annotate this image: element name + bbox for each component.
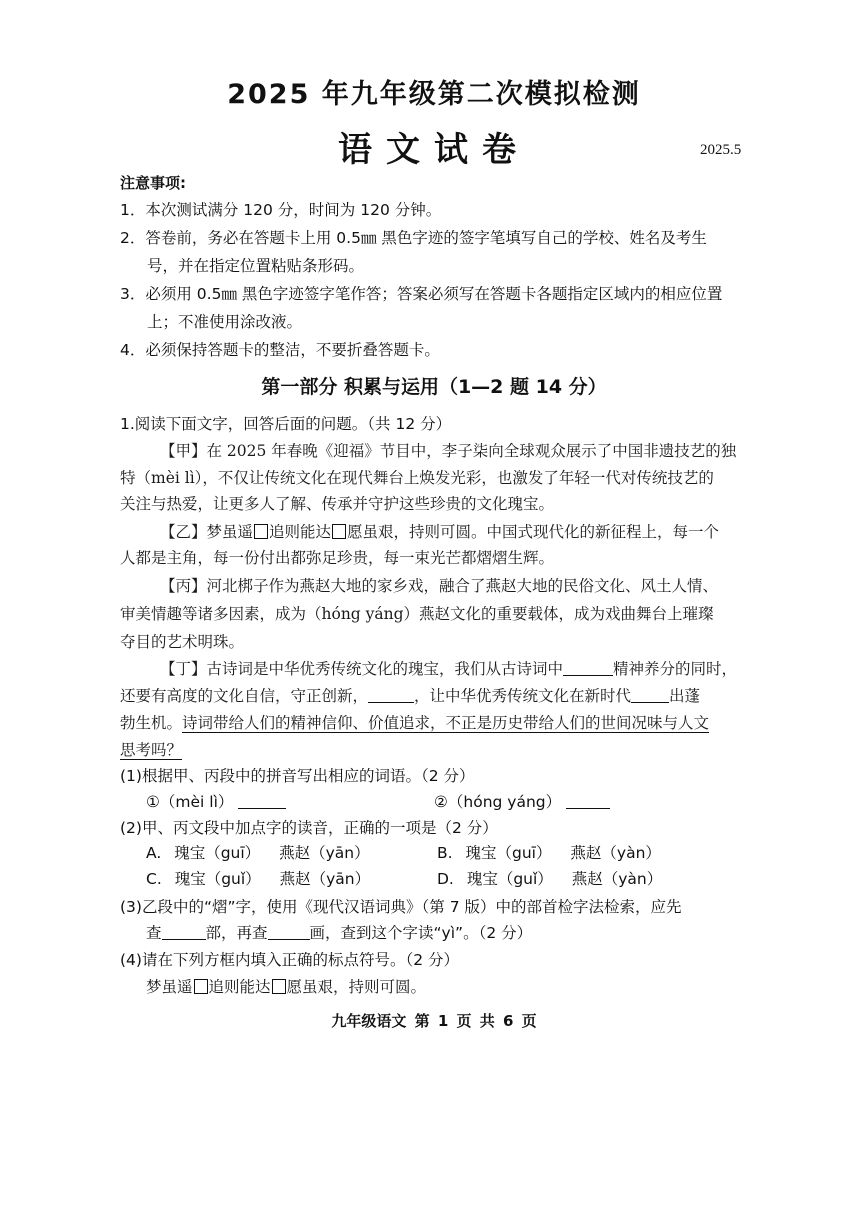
notice-item-2: 2．答卷前，务必在答题卡上用 0.5㎜ 黑色字迹的签字笔填写自己的学校、姓名及考生: [120, 229, 707, 247]
option-c: [146, 869, 370, 889]
subject-title: 语文试卷: [338, 130, 530, 170]
option-a-word-1: 瑰宝（guī）: [174, 844, 261, 862]
passage-jia-line-1: 【甲】在 2025 年春晚《迎福》节目中，李子柒向全球观众展示了中国非遗技艺的独: [160, 442, 737, 460]
passage-ding-text-f: 勃生机。: [120, 714, 183, 732]
sub-question-3-text-a: 查: [146, 924, 162, 942]
notice-item-3-cont: 上；不准使用涂改液。: [147, 313, 303, 331]
passage-ding-line-4: [120, 740, 182, 760]
answer-box-1: [194, 979, 208, 994]
punctuation-box-1: [254, 524, 268, 539]
option-c-word-1: 瑰宝（guǐ）: [174, 870, 261, 888]
underlined-sentence-b: 思考吗？: [120, 741, 183, 759]
option-a-word-2: 燕赵（yān）: [279, 844, 370, 862]
passage-yi-text-a: 【乙】梦虽遥: [160, 523, 254, 541]
answer-blank-1a: [238, 808, 286, 809]
notice-item-1: 1．本次测试满分 120 分，时间为 120 分钟。: [120, 201, 442, 219]
underlined-sentence-a: 诗词带给人们的精神信仰、价值追求，不正是历史带给人们的世间况味与人文: [182, 714, 710, 732]
option-c-letter: C.: [146, 870, 162, 888]
notice-item-2-cont: 号，并在指定位置粘贴条形码。: [147, 257, 365, 275]
sub-question-4-text-b: 追则能达: [208, 978, 271, 996]
sub-question-4-stem: (4)请在下列方框内填入正确的标点符号。（2 分）: [120, 951, 459, 969]
part-one-title: 第一部分 积累与运用（1—2 题 14 分）: [261, 376, 607, 398]
passage-ding-text-a: 【丁】古诗词是中华优秀传统文化的瑰宝，我们从古诗词中: [160, 660, 564, 678]
option-a: [146, 843, 370, 863]
exam-title: 2025 年九年级第二次模拟检测: [227, 79, 641, 110]
fill-blank-2: [368, 702, 414, 703]
answer-blank-3a: [162, 939, 206, 940]
sub-question-4-text-c: 愿虽艰，持则可圆。: [286, 978, 427, 996]
option-b-word-2: 燕赵（yàn）: [570, 844, 661, 862]
passage-bing-line-3: 夺目的艺术明珠。: [120, 633, 245, 651]
sub-question-3-line-2: [146, 923, 532, 943]
passage-bing-line-1: 【丙】河北梆子作为燕赵大地的家乡戏，融合了燕赵大地的民俗文化、风土人情、: [160, 577, 719, 595]
notice-item-4: 4．必须保持答题卡的整洁，不要折叠答题卡。: [120, 341, 440, 359]
passage-ding-text-e: 出蓬: [669, 687, 701, 705]
sub-question-1-b-label: ②（hóng yáng）: [434, 793, 562, 811]
sub-question-3-text-b: 部，再查: [205, 924, 268, 942]
passage-ding-text-c: 还要有高度的文化自信，守正创新，: [120, 687, 369, 705]
passage-ding-text-d: ，让中华优秀传统文化在新时代: [414, 687, 632, 705]
option-c-word-2: 燕赵（yān）: [279, 870, 371, 888]
notice-item-3: 3．必须用 0.5㎜ 黑色字迹签字笔作答；答案必须写在答题卡各题指定区域内的相应位置: [120, 285, 723, 303]
exam-date: 2025.5: [700, 142, 742, 158]
sub-question-3-text-c: 画，查到这个字读“yì”。（2 分）: [309, 924, 533, 942]
option-b: [437, 843, 661, 863]
passage-ding-line-2: [120, 686, 700, 706]
sub-question-4-text-a: 梦虽遥: [146, 978, 193, 996]
passage-yi-line-2: 人都是主角，每一份付出都弥足珍贵，每一束光芒都熠熠生辉。: [120, 549, 555, 567]
page-footer: 九年级语文 第 1 页 共 6 页: [331, 1012, 537, 1030]
notice-heading: 注意事项:: [120, 174, 186, 192]
answer-blank-1b: [566, 808, 610, 809]
passage-yi-text-c: 愿虽艰，持则可圆。中国式现代化的新征程上，每一个: [347, 523, 720, 541]
sub-question-3-line-1: (3)乙段中的“熠”字，使用《现代汉语词典》（第 7 版）中的部首检字法检索，应先: [120, 898, 682, 916]
sub-question-1-stem: (1)根据甲、丙段中的拼音写出相应的词语。（2 分）: [120, 767, 475, 785]
passage-yi-line-1: [160, 522, 719, 542]
passage-ding-line-1: [160, 659, 737, 679]
answer-blank-3b: [268, 939, 310, 940]
option-b-letter: B.: [437, 844, 453, 862]
option-d-word-1: 瑰宝（guǐ）: [466, 870, 553, 888]
passage-bing-line-2: 审美情趣等诸多因素，成为（hóng yáng）燕赵文化的重要载体，成为戏曲舞台上璀璨: [120, 605, 714, 623]
sub-question-2-stem: (2)甲、丙文段中加点字的读音，正确的一项是（2 分）: [120, 819, 498, 837]
passage-ding-text-b: 精神养分的同时，: [613, 660, 738, 678]
sub-question-1-b: [434, 792, 610, 812]
passage-ding-line-3: [120, 713, 709, 733]
passage-jia-line-2: 特（mèi lì），不仅让传统文化在现代舞台上焕发光彩，也激发了年轻一代对传统技艺的: [120, 469, 714, 487]
option-d-letter: D.: [437, 870, 454, 888]
sub-question-1-a: [146, 792, 286, 812]
answer-box-2: [272, 979, 286, 994]
option-d-word-2: 燕赵（yàn）: [571, 870, 663, 888]
punctuation-box-2: [332, 524, 346, 539]
fill-blank-1: [563, 675, 613, 676]
sub-question-1-a-label: ①（mèi lì）: [146, 793, 234, 811]
question-1-intro: 1.阅读下面文字，回答后面的问题。（共 12 分）: [120, 415, 452, 433]
fill-blank-3: [631, 702, 669, 703]
passage-yi-text-b: 追则能达: [269, 523, 332, 541]
option-a-letter: A.: [146, 844, 162, 862]
passage-jia-line-3: 关注与热爱，让更多人了解、传承并守护这些珍贵的文化瑰宝。: [120, 495, 555, 513]
option-d: [437, 869, 662, 889]
option-b-word-1: 瑰宝（guī）: [465, 844, 552, 862]
sub-question-4-sentence: [146, 977, 426, 997]
